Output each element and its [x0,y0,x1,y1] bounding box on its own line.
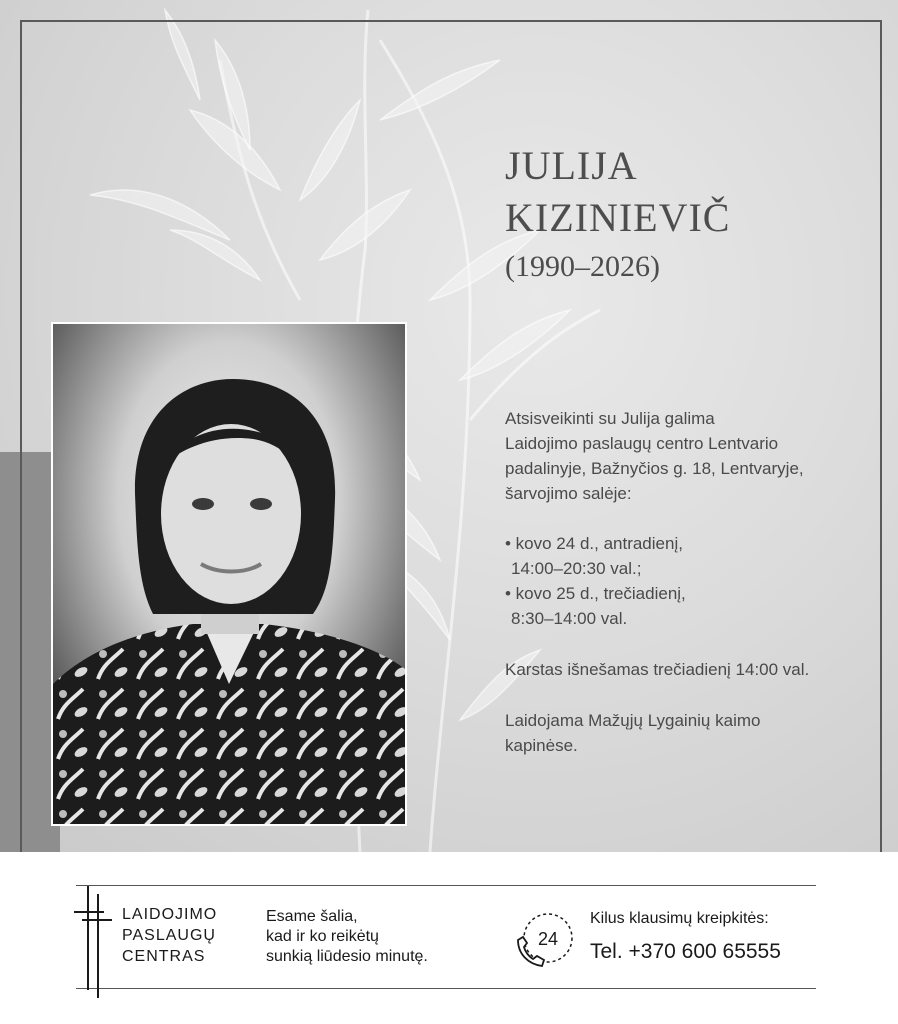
slogan-line: kad ir ko reikėtų [266,928,379,945]
company-slogan [266,907,428,967]
company-logo-text [122,904,217,967]
double-cross-icon [72,886,112,998]
portrait-illustration [53,324,405,824]
intro-line: padalinyje, Bažnyčios g. 18, Lentvaryje, [505,459,804,478]
slogan-line: sunkią liūdesio minutę. [266,948,428,965]
intro-line: šarvojimo salėje: [505,484,632,503]
slogan-line: Esame šalia, [266,908,358,925]
intro-line: Atsisveikinti su Julija galima [505,409,715,428]
first-name: JULIJA [505,143,638,188]
life-years: (1990–2026) [505,250,660,283]
last-name: KIZINIEVIČ [505,195,731,240]
portrait-photo [51,322,407,826]
intro-line: Laidojimo paslaugų centro Lentvario [505,434,779,453]
contact-label: Kilus klausimų kreipkitės: [590,910,769,927]
schedule-day: • kovo 24 d., antradienį, [505,534,683,553]
logo-line: CENTRAS [122,948,206,965]
funeral-notice [505,406,875,758]
contact-phone-link[interactable]: Tel. +370 600 65555 [590,940,781,963]
phone-icon-badge: 24 [537,929,559,949]
burial-line: Laidojama Mažųjų Lygainių kaimo [505,711,761,730]
schedule-time: 14:00–20:30 val.; [511,559,642,578]
logo-line: PASLAUGŲ [122,927,216,944]
footer-top-rule [76,885,816,886]
burial-line: kapinėse. [505,736,578,755]
schedule-day: • kovo 25 d., trečiadienį, [505,584,686,603]
departure-info: Karstas išnešamas trečiadienį 14:00 val. [505,660,810,679]
phone-24-icon [514,910,576,970]
footer-bottom-rule [76,988,816,989]
logo-line: LAIDOJIMO [122,906,218,923]
schedule-time: 8:30–14:00 val. [511,609,628,628]
deceased-name [505,140,731,244]
